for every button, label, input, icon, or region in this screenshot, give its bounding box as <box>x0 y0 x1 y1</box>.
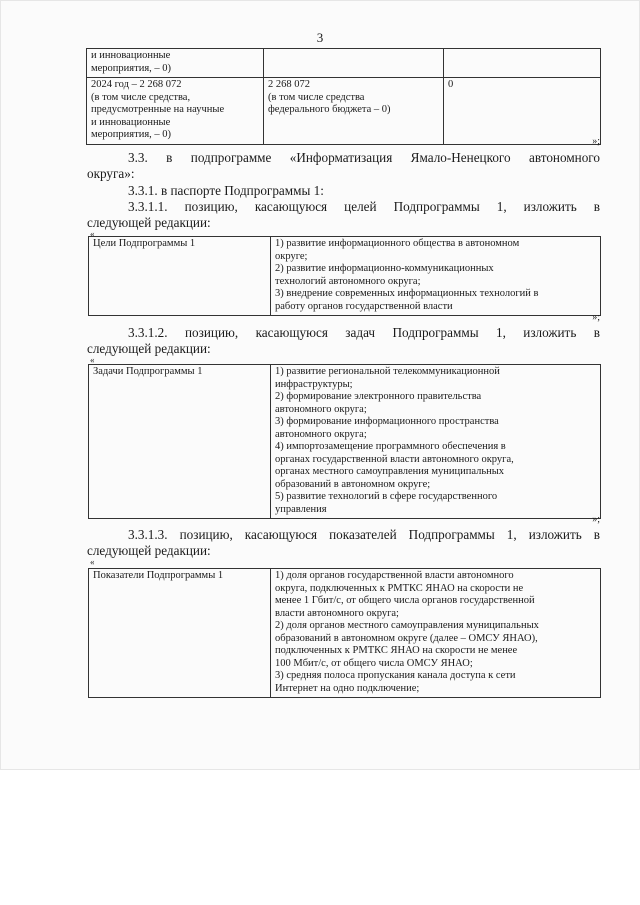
task-line: 2) формирование электронного правительства <box>275 391 482 402</box>
task-line: автономного округа; <box>275 403 367 415</box>
table-label-cell <box>89 237 271 316</box>
indicator-line: менее 1 Гбит/с, от общего числа органов государственной <box>275 595 535 606</box>
table-content-cell <box>271 569 601 698</box>
section-3-3-1: 3.3.1. в паспорте Подпрограммы 1: <box>128 183 324 198</box>
cell-text: мероприятия, – 0) <box>91 62 172 74</box>
table-row <box>87 78 601 145</box>
table-row <box>87 49 601 78</box>
page-number: 3 <box>316 30 324 45</box>
table-cell <box>264 78 444 145</box>
table-cell <box>264 49 444 78</box>
section-3-3-1-3-line-1: 3.3.1.3. позицию, касающуюся показателей Подпрограммы 1, изложить в <box>128 527 600 542</box>
cell-text: мероприятия, – 0) <box>91 129 172 140</box>
task-line: 3) формирование информационного пространства <box>275 416 499 427</box>
goals-label: Цели Подпрограммы 1 <box>93 238 196 249</box>
closing-quote: »; <box>592 514 600 525</box>
indicator-line: округа, подключенных к РМТКС ЯНАО на скорости не <box>275 582 524 594</box>
indicator-line: 2) доля органов местного самоуправления муниципальных <box>275 620 539 631</box>
task-line: 1) развитие региональной телекоммуникационной <box>275 366 500 377</box>
cell-text: 0 <box>448 79 454 90</box>
section-3-3-1-1-line-1: 3.3.1.1. позицию, касающуюся целей Подпрограммы 1, изложить в <box>128 199 600 214</box>
indicator-line: 100 Мбит/с, от общего числа ОМСУ ЯНАО; <box>275 657 473 669</box>
cell-text: и инновационные <box>91 116 171 128</box>
section-3-3-1-2-line-1: 3.3.1.2. позицию, касающуюся задач Подпрограммы 1, изложить в <box>128 325 600 340</box>
table-content-cell <box>271 237 601 316</box>
task-line: управления <box>275 503 327 515</box>
tasks-label: Задачи Подпрограммы 1 <box>93 366 203 377</box>
cell-text: предусмотренные на научные <box>91 104 225 115</box>
indicator-line: власти автономного округа; <box>275 607 399 619</box>
cell-text: 2 268 072 <box>268 79 310 90</box>
goal-line: технологий автономного округа; <box>275 275 421 287</box>
cell-text: 2024 год – 2 268 072 <box>91 79 182 90</box>
goal-line: 2) развитие информационно-коммуникационных <box>275 263 494 274</box>
section-3-3-1-1-line-2: следующей редакции: <box>87 215 211 230</box>
task-line: органах местного самоуправления муниципальных <box>275 466 505 477</box>
section-3-3-1-3-line-2: следующей редакции: <box>87 543 211 558</box>
indicator-line: подключенных к РМТКС ЯНАО на скорости не менее <box>275 645 518 656</box>
table-label-cell <box>89 569 271 698</box>
task-line: образований в автономном округе; <box>275 478 431 490</box>
section-3-3-line-2: округа»: <box>87 166 135 181</box>
table-row <box>89 237 601 316</box>
table-cell <box>444 49 601 78</box>
task-line: инфраструктуры; <box>275 378 353 390</box>
task-line: 4) импортозамещение программного обеспечения в <box>275 441 506 452</box>
task-line: 5) развитие технологий в сфере государственного <box>275 491 498 502</box>
table-row <box>89 569 601 698</box>
cell-text: федерального бюджета – 0) <box>268 104 391 115</box>
table-label-cell <box>89 365 271 519</box>
closing-quote: »; <box>592 312 600 323</box>
table-cell <box>87 78 264 145</box>
cell-text: (в том числе средства <box>268 91 365 103</box>
opening-quote: « <box>90 229 95 239</box>
goal-line: округе; <box>275 250 308 262</box>
indicator-line: Интернет на одно подключение; <box>275 682 420 694</box>
opening-quote: « <box>90 355 95 365</box>
goal-line: работу органов государственной власти <box>275 300 453 312</box>
task-line: автономного округа; <box>275 428 367 440</box>
tasks-table <box>88 364 601 519</box>
indicator-line: образований в автономном округе (далее – ОМСУ ЯНАО), <box>275 632 538 644</box>
cell-text: и инновационные <box>91 50 171 61</box>
task-line: органах государственной власти автономного округа, <box>275 453 514 465</box>
table-row <box>89 365 601 519</box>
funding-table <box>86 48 601 145</box>
table-cell <box>87 49 264 78</box>
goals-table <box>88 236 601 316</box>
indicators-label: Показатели Подпрограммы 1 <box>93 570 224 581</box>
goal-line: 3) внедрение современных информационных технологий в <box>275 288 539 299</box>
indicators-table <box>88 568 601 698</box>
closing-quote: »; <box>592 136 600 147</box>
table-cell <box>444 78 601 145</box>
indicator-line: 3) средняя полоса пропускания канала доступа к сети <box>275 670 516 681</box>
goal-line: 1) развитие информационного общества в автономном <box>275 238 520 249</box>
table-content-cell <box>271 365 601 519</box>
section-3-3-1-2-line-2: следующей редакции: <box>87 341 211 356</box>
cell-text: (в том числе средства, <box>91 91 191 103</box>
section-3-3-line-1: 3.3. в подпрограмме «Информатизация Ямало-Ненецкого автономного <box>128 150 600 165</box>
opening-quote: « <box>90 557 95 567</box>
indicator-line: 1) доля органов государственной власти автономного <box>275 570 514 581</box>
